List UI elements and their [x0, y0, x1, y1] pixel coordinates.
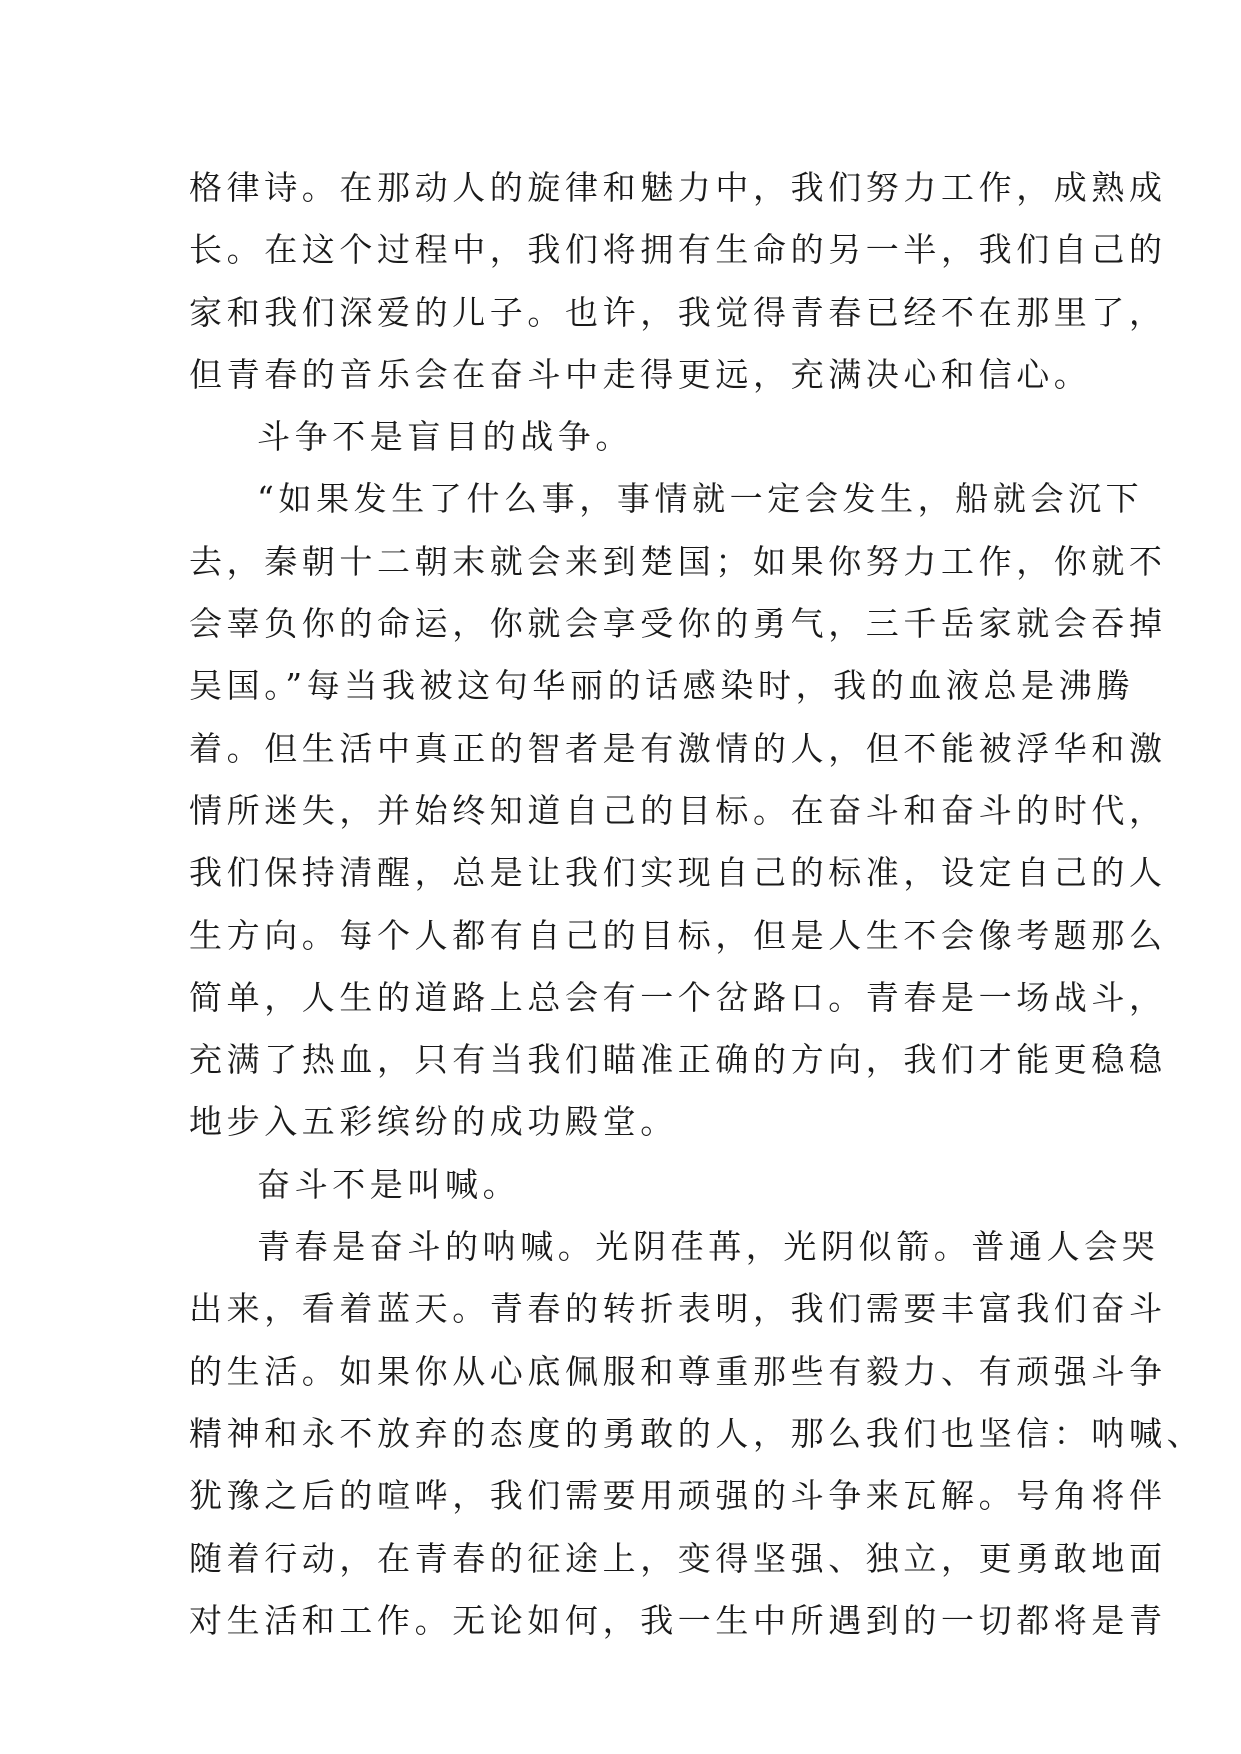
text-line: 情所迷失，并始终知道自己的目标。在奋斗和奋斗的时代， — [189, 790, 1167, 830]
text-line: 充满了热血，只有当我们瞄准正确的方向，我们才能更稳稳 — [189, 1040, 1167, 1080]
text-line: 简单，人生的道路上总会有一个岔路口。青春是一场战斗， — [189, 977, 1167, 1017]
text-line: 长。在这个过程中，我们将拥有生命的另一半，我们自己的 — [189, 230, 1167, 270]
text-line: “如果发生了什么事，事情就一定会发生，船就会沉下 — [257, 479, 1144, 519]
text-line: 犹豫之后的喧哗，我们需要用顽强的斗争来瓦解。号角将伴 — [189, 1476, 1167, 1516]
text-line: 去，秦朝十二朝末就会来到楚国；如果你努力工作，你就不 — [189, 541, 1167, 581]
text-line: 的生活。如果你从心底佩服和尊重那些有毅力、有顽强斗争 — [189, 1351, 1167, 1391]
text-line: 出来，看着蓝天。青春的转折表明，我们需要丰富我们奋斗 — [189, 1289, 1167, 1329]
text-line: 地步入五彩缤纷的成功殿堂。 — [189, 1102, 678, 1142]
section-heading: 奋斗不是叫喊。 — [257, 1164, 521, 1204]
text-line: 随着行动，在青春的征途上，变得坚强、独立，更勇敢地面 — [189, 1538, 1167, 1578]
text-line: 精神和永不放弃的态度的勇敢的人，那么我们也坚信：呐喊、 — [189, 1413, 1205, 1453]
text-line: 青春是奋斗的呐喊。光阴荏苒，光阴似箭。普通人会哭 — [257, 1227, 1160, 1267]
section-heading: 斗争不是盲目的战争。 — [257, 417, 633, 457]
text-line: 家和我们深爱的儿子。也许，我觉得青春已经不在那里了， — [189, 292, 1167, 332]
body-text — [189, 157, 1205, 1652]
text-line: 着。但生活中真正的智者是有激情的人，但不能被浮华和激 — [189, 728, 1167, 768]
text-line: 吴国。”每当我被这句华丽的话感染时，我的血液总是沸腾 — [189, 666, 1134, 706]
text-line: 我们保持清醒，总是让我们实现自己的标准，设定自己的人 — [189, 853, 1167, 893]
text-line: 但青春的音乐会在奋斗中走得更远，充满决心和信心。 — [189, 354, 1092, 394]
text-line: 生方向。每个人都有自己的目标，但是人生不会像考题那么 — [189, 915, 1167, 955]
text-line: 对生活和工作。无论如何，我一生中所遇到的一切都将是青 — [189, 1600, 1167, 1640]
text-line: 格律诗。在那动人的旋律和魅力中，我们努力工作，成熟成 — [189, 168, 1167, 207]
text-line: 会辜负你的命运，你就会享受你的勇气，三千岳家就会吞掉 — [189, 604, 1167, 644]
